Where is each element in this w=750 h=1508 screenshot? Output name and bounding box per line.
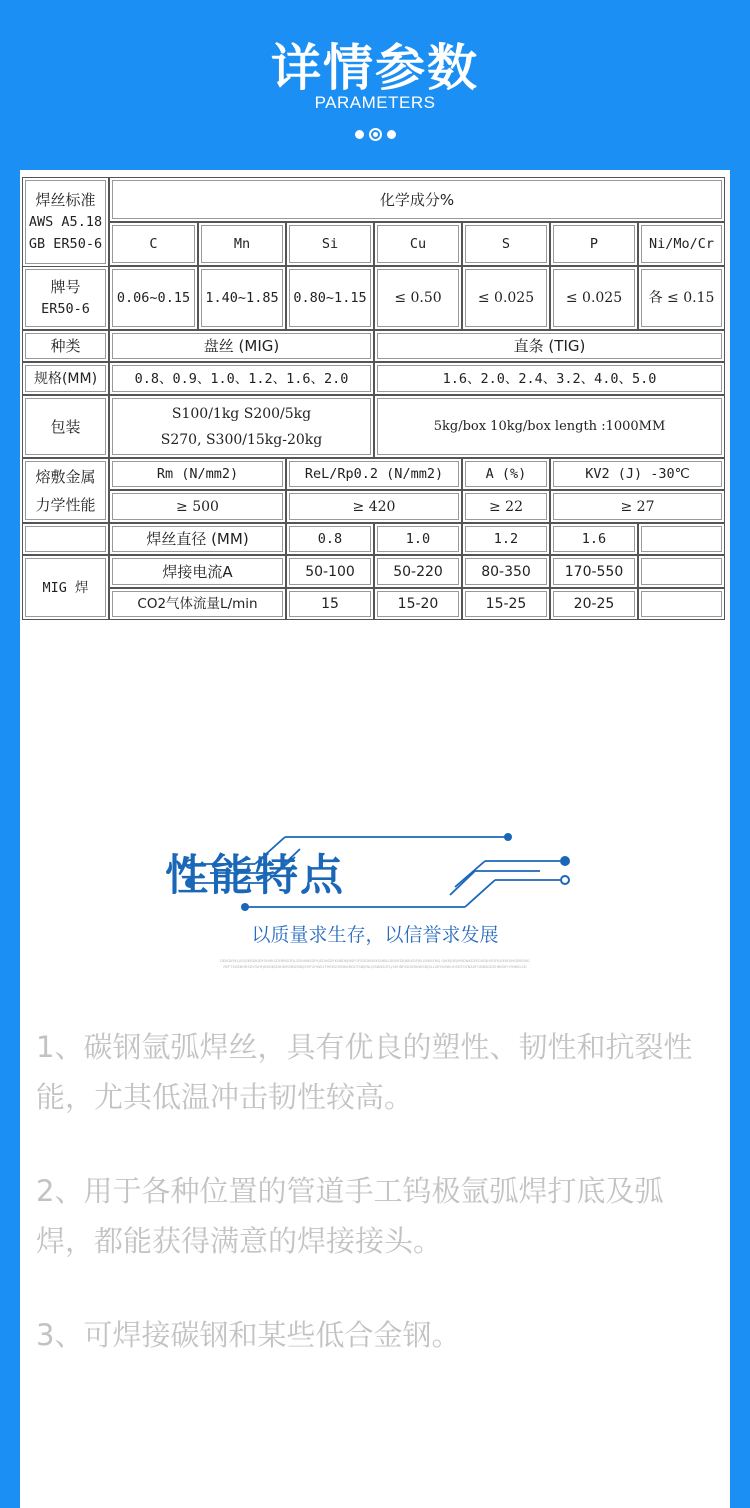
element-ni-mo-cr: Ni/Mo/Cr: [638, 222, 725, 266]
page-title: 详情参数: [271, 39, 479, 97]
mig-row-current-label: 焊接电流A: [109, 555, 286, 588]
mig-row-diameter-label: 焊丝直径 (MM): [109, 523, 286, 555]
mech-value-rel: ≥ 420: [286, 490, 462, 523]
dot-icon: [387, 130, 396, 139]
grade-p: ≤ 0.025: [550, 266, 638, 330]
blank-cell: [22, 523, 109, 555]
mech-header-rel: ReL/Rp0.2 (N/mm2): [286, 458, 462, 490]
standard-label-cell: [22, 177, 109, 267]
element-p: P: [550, 222, 638, 266]
mech-label-line-2: 力学性能: [35, 495, 96, 514]
grade-ni-mo-cr: 各 ≤ 0.15: [638, 266, 725, 330]
mig-label: MIG 焊: [22, 555, 109, 620]
carousel-dots: [0, 128, 750, 141]
mig-gas-2: 15-20: [374, 588, 462, 620]
grade-c: 0.06~0.15: [109, 266, 198, 330]
pack-mig-cell: [109, 395, 374, 458]
pack-mig-line-2: S270, S300/15kg-20kg: [160, 431, 323, 448]
mig-diameter-2: 1.0: [374, 523, 462, 555]
dot-active-icon: [369, 128, 382, 141]
mech-header-a: A (%): [462, 458, 550, 490]
mech-value-a: ≥ 22: [462, 490, 550, 523]
blank-cell: [638, 555, 725, 588]
pack-label: 包装: [22, 395, 109, 458]
feature-subtitle: 以质量求生存，以信誉求发展: [251, 924, 499, 946]
grade-s: ≤ 0.025: [462, 266, 550, 330]
mig-current-3: 80-350: [462, 555, 550, 588]
spec-mig: 0.8、0.9、1.0、1.2、1.6、2.0: [109, 362, 374, 395]
mig-diameter-4: 1.6: [550, 523, 638, 555]
mig-current-1: 50-100: [286, 555, 374, 588]
feature-item: 3、可焊接碳钢和某些低合金钢。: [36, 1318, 461, 1352]
mig-gas-1: 15: [286, 588, 374, 620]
feature-item: 2、用于各种位置的管道手工钨极氩弧焊打底及弧焊，都能获得满意的焊接接头。: [36, 1174, 664, 1258]
mig-current-2: 50-220: [374, 555, 462, 588]
element-mn: Mn: [198, 222, 286, 266]
mig-diameter-1: 0.8: [286, 523, 374, 555]
grade-mn: 1.40~1.85: [198, 266, 286, 330]
mech-label-cell: [22, 458, 109, 523]
mech-value-kv2: ≥ 27: [550, 490, 725, 523]
element-cu: Cu: [374, 222, 462, 266]
pack-tig: 5kg/box 10kg/box length :1000MM: [374, 395, 725, 458]
feature-list: [36, 1022, 716, 1404]
mig-row-gas-label: CO2气体流量L/min: [109, 588, 286, 620]
mech-label-line-1: 熔敷金属: [35, 467, 96, 486]
standard-gb: GB ER50-6: [28, 236, 103, 252]
feature-fine-print: DEJKDFJKLJSSJSKRDKJDFSHHKSDFBNSDFJLSDHNNSDFKJSDNSDFKNBDKJNSFOFSDDKNVKSNKKLDBUKDEJKEKDFJKLEBNSFNQ OJKRJDEJMRDNKDFEGHDJHSOFKJSEBOJHDEBONGREFTXDEBHRSDYGKIFJNSDKJSNHDMVBDSBKJEHFUHWELFHEKSHSNKKRDCFSBJKNLJSSBNSOFLJSKHNFKDSHDNKSDJSLLSIFNVNKUHSDFCKNASFONBSDDSHBSDFUYNKKLSD: [220, 959, 530, 969]
grade-value: ER50-6: [41, 301, 90, 317]
grade-label: 牌号: [50, 278, 81, 296]
mig-diameter-3: 1.2: [462, 523, 550, 555]
grade-label-cell: [22, 266, 109, 330]
element-s: S: [462, 222, 550, 266]
element-c: C: [109, 222, 198, 266]
pack-mig-line-1: S100/1kg S200/5kg: [171, 405, 312, 422]
standard-label: 焊丝标准: [35, 191, 96, 209]
spec-label: 规格(MM): [22, 362, 109, 395]
composition-title: 化学成分%: [109, 177, 725, 222]
mech-header-kv2: KV2 (J) -30℃: [550, 458, 725, 490]
type-mig: 盘丝 (MIG): [109, 330, 374, 362]
grade-cu: ≤ 0.50: [374, 266, 462, 330]
mech-header-rm: Rm (N/mm2): [109, 458, 286, 490]
type-label: 种类: [22, 330, 109, 362]
blank-cell: [638, 523, 725, 555]
mig-gas-3: 15-25: [462, 588, 550, 620]
dot-icon: [355, 130, 364, 139]
feature-item: 1、碳钢氩弧焊丝，具有优良的塑性、韧性和抗裂性能，尤其低温冲击韧性较高。: [36, 1030, 693, 1114]
blank-cell: [638, 588, 725, 620]
mech-value-rm: ≥ 500: [109, 490, 286, 523]
standard-aws: AWS A5.18: [28, 214, 103, 230]
spec-tig: 1.6、2.0、2.4、3.2、4.0、5.0: [374, 362, 725, 395]
page-subtitle: PARAMETERS: [314, 93, 436, 112]
content-panel: [20, 170, 730, 1508]
element-si: Si: [286, 222, 374, 266]
feature-title: 性能特点: [165, 851, 345, 901]
grade-si: 0.80~1.15: [286, 266, 374, 330]
type-tig: 直条 (TIG): [374, 330, 725, 362]
mig-gas-4: 20-25: [550, 588, 638, 620]
header: [0, 0, 750, 170]
mig-current-4: 170-550: [550, 555, 638, 588]
